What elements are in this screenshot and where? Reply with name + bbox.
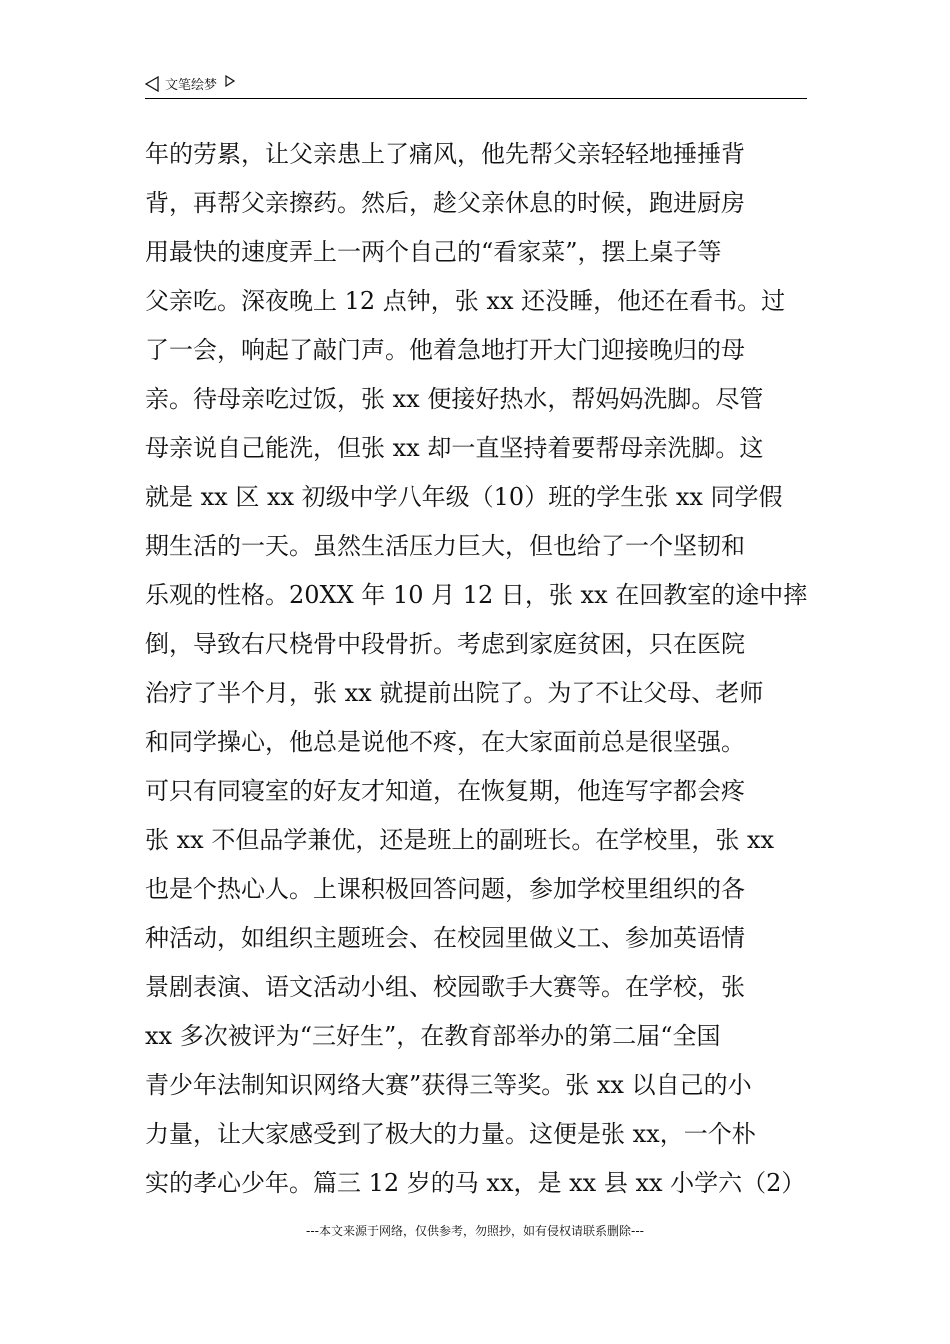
text-line: 亲。待母亲吃过饭，张 xx 便接好热水，帮妈妈洗脚。尽管 xyxy=(145,385,764,413)
text-line: 乐观的性格。20XX 年 10 月 12 日，张 xx 在回教室的途中摔 xyxy=(145,581,807,609)
text-line: 倒，导致右尺桡骨中段骨折。考虑到家庭贫困，只在医院 xyxy=(145,630,745,658)
text-line: 景剧表演、语文活动小组、校园歌手大赛等。在学校，张 xyxy=(145,973,745,1001)
text-line: 母亲说自己能洗，但张 xx 却一直坚持着要帮母亲洗脚。这 xyxy=(145,434,764,462)
page-header xyxy=(145,72,807,99)
text-line: 就是 xx 区 xx 初级中学八年级（10）班的学生张 xx 同学假 xyxy=(145,483,783,511)
text-line: 张 xx 不但品学兼优，还是班上的副班长。在学校里，张 xx xyxy=(145,826,775,854)
text-line: 了一会，响起了敲门声。他着急地打开大门迎接晚归的母 xyxy=(145,336,745,364)
footer-disclaimer: ---本文来源于网络，仅供参考，勿照抄，如有侵权请联系删除--- xyxy=(306,1224,644,1238)
text-line: 年的劳累，让父亲患上了痛风，他先帮父亲轻轻地捶捶背 xyxy=(145,140,745,168)
text-line: 可只有同寝室的好友才知道，在恢复期，他连写字都会疼 xyxy=(145,777,745,805)
text-line: 期生活的一天。虽然生活压力巨大，但也给了一个坚韧和 xyxy=(145,532,745,560)
header-brand xyxy=(145,74,235,93)
header-title: 文笔绘梦 xyxy=(165,78,218,93)
triangle-right-icon xyxy=(225,75,235,87)
text-line: 父亲吃。深夜晚上 12 点钟，张 xx 还没睡，他还在看书。过 xyxy=(145,287,786,315)
text-line: 种活动，如组织主题班会、在校园里做义工、参加英语情 xyxy=(145,924,745,952)
text-line: 治疗了半个月，张 xx 就提前出院了。为了不让父母、老师 xyxy=(145,679,764,707)
text-line: 和同学操心，他总是说他不疼，在大家面前总是很坚强。 xyxy=(145,728,745,756)
text-line: 背，再帮父亲擦药。然后，趁父亲休息的时候，跑进厨房 xyxy=(145,189,745,217)
text-line: 用最快的速度弄上一两个自己的“看家菜”，摆上桌子等 xyxy=(145,238,722,266)
text-line: 也是个热心人。上课积极回答问题，参加学校里组织的各 xyxy=(145,875,745,903)
text-line: xx 多次被评为“三好生”，在教育部举办的第二届“全国 xyxy=(145,1022,721,1050)
text-line: 力量，让大家感受到了极大的力量。这便是张 xx，一个朴 xyxy=(145,1120,756,1148)
article-body xyxy=(145,130,807,1208)
text-line: 实的孝心少年。篇三 12 岁的马 xx，是 xx 县 xx 小学六（2） xyxy=(145,1169,806,1197)
text-line: 青少年法制知识网络大赛”获得三等奖。张 xx 以自己的小 xyxy=(145,1071,752,1099)
triangle-left-icon xyxy=(145,76,159,92)
